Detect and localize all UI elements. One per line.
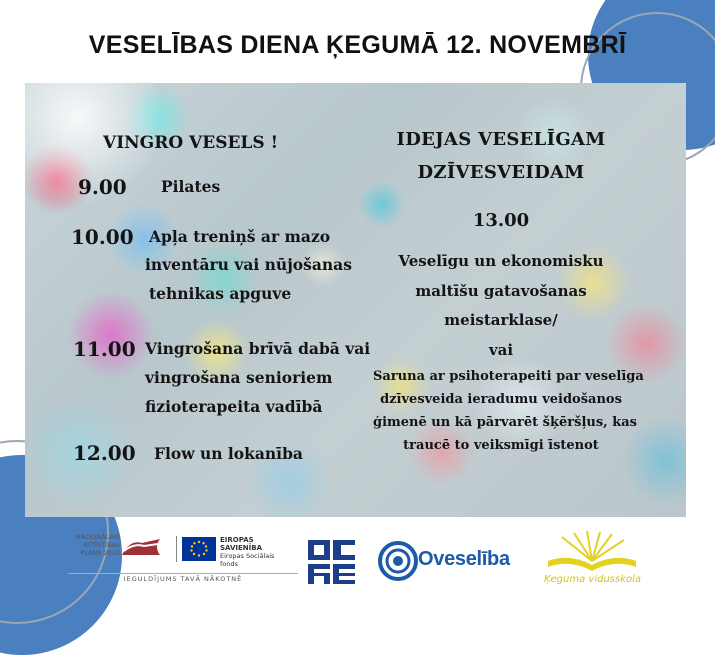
eu-text: EIROPAS SAVIENĪBA Eiropas Sociālais fonds <box>220 536 275 568</box>
event-text: Apļa treniņš ar mazo <box>149 227 331 246</box>
ogre-logo <box>308 540 356 585</box>
event-time: 11.00 <box>73 337 136 361</box>
nap-slogan: IEGULDĪJUMS TAVĀ NĀKOTNĒ <box>68 573 298 583</box>
option-b-line: traucē to veiksmīgi īstenot <box>403 438 599 453</box>
event-time: 9.00 <box>78 175 127 199</box>
bokeh-panel <box>25 83 686 517</box>
option-b-line: dzīvesveida ieradumu veidošanos <box>380 392 622 407</box>
event-text: tehnikas apguve <box>149 284 292 303</box>
nap-text: NACIONĀLAIS ATTĪSTĪBAS PLĀNS 2020 <box>75 533 120 557</box>
option-a-line: meistarklase/ <box>444 311 558 329</box>
right-heading-line-2: DZĪVESVEIDAM <box>417 162 585 183</box>
divider <box>176 536 177 562</box>
latvia-flag-icon <box>120 533 170 561</box>
option-a-line: maltīšu gatavošanas <box>415 282 587 300</box>
school-logo <box>540 531 650 591</box>
nap-eu-logo <box>68 530 298 583</box>
event-text: Vingrošana brīvā dabā vai <box>145 339 371 358</box>
oveseliba-logo <box>378 537 520 587</box>
event-time: 12.00 <box>73 441 136 465</box>
right-time: 13.00 <box>472 210 530 231</box>
open-book-icon <box>542 531 642 573</box>
oveseliba-text: Oveselība <box>418 548 510 570</box>
event-text: Flow un lokanība <box>154 444 303 463</box>
right-heading-line-1: IDEJAS VESELĪGAM <box>396 129 606 150</box>
event-text: Pilates <box>161 177 221 196</box>
school-name: Ķeguma vidusskola <box>543 574 642 585</box>
eu-flag-icon <box>182 537 216 561</box>
event-text: vingrošana senioriem <box>145 368 333 387</box>
option-b-line: Saruna ar psihoterapeiti par veselīga <box>373 369 644 384</box>
option-b-line: ģimenē un kā pārvarēt šķēršļus, kas <box>373 415 637 430</box>
event-text: inventāru vai nūjošanas <box>145 255 352 274</box>
option-a-line: Veselīgu un ekonomisku <box>398 252 604 270</box>
event-time: 10.00 <box>71 225 134 249</box>
or-word: vai <box>488 341 514 359</box>
event-text: fizioterapeita vadībā <box>145 397 323 416</box>
left-heading: VINGRO VESELS ! <box>103 133 279 153</box>
page-title: VESELĪBAS DIENA ĶEGUMĀ 12. NOVEMBRĪ <box>88 31 627 59</box>
